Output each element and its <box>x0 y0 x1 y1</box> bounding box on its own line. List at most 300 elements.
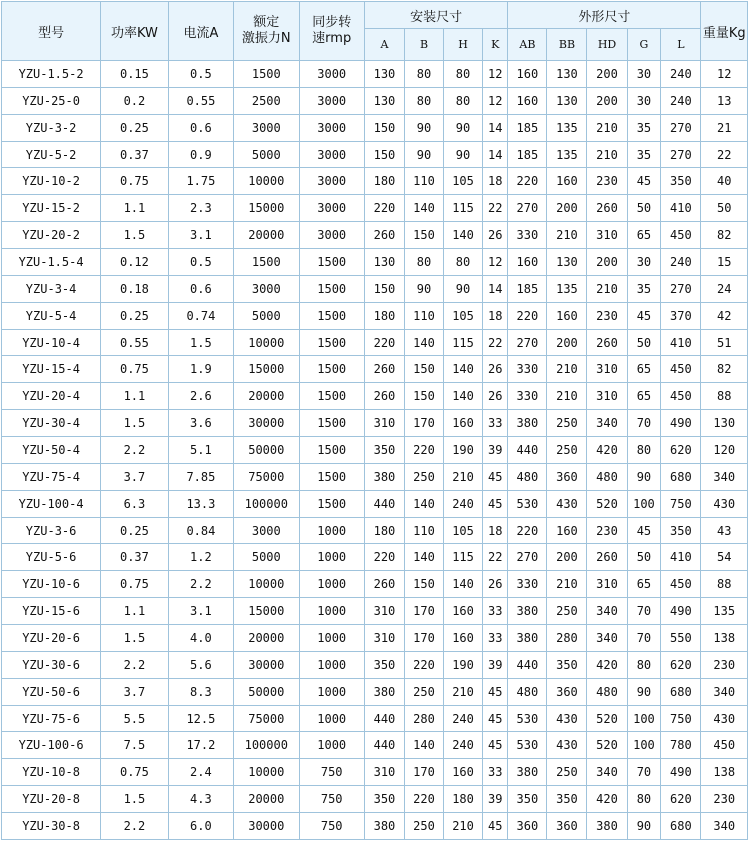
model-cell: YZU-10-2 <box>2 168 101 195</box>
value-cell: 130 <box>701 410 748 437</box>
value-cell: 5000 <box>234 141 299 168</box>
value-cell: 310 <box>364 410 404 437</box>
value-cell: 3.1 <box>168 222 233 249</box>
value-cell: 90 <box>627 463 661 490</box>
value-cell: 115 <box>444 195 483 222</box>
value-cell: 410 <box>661 195 701 222</box>
value-cell: 440 <box>364 732 404 759</box>
value-cell: 15000 <box>234 356 299 383</box>
value-cell: 1000 <box>299 651 364 678</box>
value-cell: 480 <box>508 463 547 490</box>
value-cell: 100000 <box>234 732 299 759</box>
value-cell: 310 <box>587 356 627 383</box>
value-cell: 26 <box>483 383 508 410</box>
value-cell: 3000 <box>234 275 299 302</box>
value-cell: 350 <box>508 786 547 813</box>
value-cell: 1.75 <box>168 168 233 195</box>
value-cell: 10000 <box>234 168 299 195</box>
value-cell: 750 <box>661 490 701 517</box>
value-cell: 45 <box>483 490 508 517</box>
value-cell: 3000 <box>299 87 364 114</box>
value-cell: 260 <box>364 383 404 410</box>
value-cell: 13 <box>701 87 748 114</box>
model-cell: YZU-15-2 <box>2 195 101 222</box>
value-cell: 1000 <box>299 705 364 732</box>
value-cell: 200 <box>587 61 627 88</box>
value-cell: 50000 <box>234 437 299 464</box>
value-cell: 350 <box>661 517 701 544</box>
value-cell: 22 <box>483 544 508 571</box>
value-cell: 1500 <box>299 329 364 356</box>
header-outline-g: G <box>627 29 661 61</box>
model-cell: YZU-1.5-4 <box>2 249 101 276</box>
value-cell: 140 <box>444 571 483 598</box>
value-cell: 200 <box>587 249 627 276</box>
value-cell: 7.85 <box>168 463 233 490</box>
value-cell: 230 <box>587 302 627 329</box>
value-cell: 45 <box>483 678 508 705</box>
value-cell: 2.2 <box>101 437 169 464</box>
table-row <box>2 490 748 517</box>
value-cell: 70 <box>627 625 661 652</box>
value-cell: 90 <box>444 114 483 141</box>
table-row <box>2 517 748 544</box>
value-cell: 270 <box>661 141 701 168</box>
header-weight: 重量Kg <box>701 2 748 61</box>
value-cell: 450 <box>661 571 701 598</box>
value-cell: 170 <box>404 598 443 625</box>
value-cell: 310 <box>587 383 627 410</box>
value-cell: 240 <box>444 705 483 732</box>
value-cell: 200 <box>587 87 627 114</box>
value-cell: 80 <box>404 61 443 88</box>
value-cell: 5000 <box>234 302 299 329</box>
value-cell: 350 <box>661 168 701 195</box>
value-cell: 24 <box>701 275 748 302</box>
value-cell: 10000 <box>234 571 299 598</box>
value-cell: 340 <box>587 759 627 786</box>
value-cell: 17.2 <box>168 732 233 759</box>
value-cell: 5.1 <box>168 437 233 464</box>
value-cell: 340 <box>587 598 627 625</box>
value-cell: 0.75 <box>101 168 169 195</box>
value-cell: 1.2 <box>168 544 233 571</box>
value-cell: 0.18 <box>101 275 169 302</box>
value-cell: 0.84 <box>168 517 233 544</box>
value-cell: 140 <box>444 383 483 410</box>
value-cell: 1000 <box>299 517 364 544</box>
value-cell: 80 <box>627 786 661 813</box>
value-cell: 6.3 <box>101 490 169 517</box>
value-cell: 750 <box>299 813 364 840</box>
value-cell: 140 <box>404 490 443 517</box>
value-cell: 80 <box>404 249 443 276</box>
value-cell: 140 <box>404 732 443 759</box>
value-cell: 8.3 <box>168 678 233 705</box>
value-cell: 10000 <box>234 329 299 356</box>
value-cell: 220 <box>404 437 443 464</box>
value-cell: 340 <box>701 463 748 490</box>
value-cell: 2.2 <box>101 813 169 840</box>
value-cell: 680 <box>661 463 701 490</box>
value-cell: 4.3 <box>168 786 233 813</box>
value-cell: 130 <box>547 87 587 114</box>
value-cell: 410 <box>661 544 701 571</box>
value-cell: 1500 <box>299 275 364 302</box>
model-cell: YZU-25-0 <box>2 87 101 114</box>
value-cell: 280 <box>547 625 587 652</box>
value-cell: 0.55 <box>168 87 233 114</box>
value-cell: 450 <box>661 383 701 410</box>
value-cell: 240 <box>444 490 483 517</box>
value-cell: 150 <box>404 356 443 383</box>
value-cell: 12 <box>483 249 508 276</box>
value-cell: 0.25 <box>101 302 169 329</box>
table-row <box>2 302 748 329</box>
value-cell: 200 <box>547 544 587 571</box>
value-cell: 620 <box>661 786 701 813</box>
value-cell: 1000 <box>299 544 364 571</box>
value-cell: 440 <box>508 651 547 678</box>
value-cell: 0.6 <box>168 114 233 141</box>
value-cell: 43 <box>701 517 748 544</box>
value-cell: 160 <box>547 517 587 544</box>
value-cell: 420 <box>587 786 627 813</box>
model-cell: YZU-10-8 <box>2 759 101 786</box>
table-row <box>2 625 748 652</box>
value-cell: 160 <box>508 87 547 114</box>
value-cell: 750 <box>299 786 364 813</box>
value-cell: 75000 <box>234 463 299 490</box>
value-cell: 2.6 <box>168 383 233 410</box>
table-body <box>2 61 748 840</box>
value-cell: 190 <box>444 437 483 464</box>
value-cell: 190 <box>444 651 483 678</box>
value-cell: 620 <box>661 437 701 464</box>
value-cell: 1000 <box>299 625 364 652</box>
value-cell: 33 <box>483 759 508 786</box>
model-cell: YZU-30-6 <box>2 651 101 678</box>
model-cell: YZU-5-4 <box>2 302 101 329</box>
value-cell: 180 <box>444 786 483 813</box>
value-cell: 260 <box>364 222 404 249</box>
value-cell: 51 <box>701 329 748 356</box>
value-cell: 2.4 <box>168 759 233 786</box>
value-cell: 82 <box>701 356 748 383</box>
value-cell: 2500 <box>234 87 299 114</box>
value-cell: 450 <box>661 222 701 249</box>
value-cell: 105 <box>444 517 483 544</box>
value-cell: 0.2 <box>101 87 169 114</box>
value-cell: 1000 <box>299 732 364 759</box>
value-cell: 210 <box>547 356 587 383</box>
value-cell: 6.0 <box>168 813 233 840</box>
table-row <box>2 651 748 678</box>
header-outline-group: 外形尺寸 <box>508 2 701 29</box>
value-cell: 360 <box>547 813 587 840</box>
value-cell: 130 <box>364 87 404 114</box>
value-cell: 0.75 <box>101 759 169 786</box>
value-cell: 45 <box>627 302 661 329</box>
value-cell: 115 <box>444 329 483 356</box>
value-cell: 200 <box>547 329 587 356</box>
value-cell: 340 <box>701 813 748 840</box>
table-row <box>2 195 748 222</box>
value-cell: 45 <box>627 168 661 195</box>
value-cell: 220 <box>404 786 443 813</box>
value-cell: 220 <box>364 195 404 222</box>
value-cell: 140 <box>404 329 443 356</box>
value-cell: 480 <box>587 678 627 705</box>
header-outline-hd: HD <box>587 29 627 61</box>
value-cell: 200 <box>547 195 587 222</box>
value-cell: 2.3 <box>168 195 233 222</box>
model-cell: YZU-3-4 <box>2 275 101 302</box>
value-cell: 260 <box>364 356 404 383</box>
table-row <box>2 598 748 625</box>
value-cell: 12 <box>483 61 508 88</box>
value-cell: 380 <box>508 625 547 652</box>
value-cell: 20000 <box>234 625 299 652</box>
value-cell: 350 <box>364 651 404 678</box>
value-cell: 185 <box>508 141 547 168</box>
value-cell: 90 <box>404 275 443 302</box>
value-cell: 5000 <box>234 544 299 571</box>
header-speed <box>299 2 364 61</box>
model-cell: YZU-3-2 <box>2 114 101 141</box>
value-cell: 170 <box>404 410 443 437</box>
value-cell: 160 <box>444 759 483 786</box>
value-cell: 1000 <box>299 678 364 705</box>
value-cell: 120 <box>701 437 748 464</box>
value-cell: 39 <box>483 786 508 813</box>
model-cell: YZU-100-4 <box>2 490 101 517</box>
value-cell: 35 <box>627 275 661 302</box>
value-cell: 170 <box>404 625 443 652</box>
value-cell: 39 <box>483 651 508 678</box>
value-cell: 270 <box>661 275 701 302</box>
value-cell: 110 <box>404 302 443 329</box>
value-cell: 54 <box>701 544 748 571</box>
value-cell: 480 <box>587 463 627 490</box>
value-cell: 430 <box>547 732 587 759</box>
value-cell: 240 <box>661 249 701 276</box>
value-cell: 780 <box>661 732 701 759</box>
value-cell: 550 <box>661 625 701 652</box>
model-cell: YZU-15-4 <box>2 356 101 383</box>
value-cell: 14 <box>483 141 508 168</box>
table-row <box>2 329 748 356</box>
value-cell: 50 <box>627 329 661 356</box>
value-cell: 1.9 <box>168 356 233 383</box>
value-cell: 250 <box>547 437 587 464</box>
model-cell: YZU-10-6 <box>2 571 101 598</box>
value-cell: 150 <box>404 571 443 598</box>
value-cell: 138 <box>701 625 748 652</box>
table-row <box>2 544 748 571</box>
value-cell: 340 <box>587 625 627 652</box>
value-cell: 160 <box>444 410 483 437</box>
value-cell: 1500 <box>299 356 364 383</box>
value-cell: 620 <box>661 651 701 678</box>
value-cell: 185 <box>508 275 547 302</box>
value-cell: 380 <box>364 678 404 705</box>
value-cell: 90 <box>404 114 443 141</box>
value-cell: 135 <box>547 275 587 302</box>
header-force <box>234 2 299 61</box>
model-cell: YZU-50-6 <box>2 678 101 705</box>
value-cell: 3000 <box>299 61 364 88</box>
value-cell: 340 <box>587 410 627 437</box>
value-cell: 65 <box>627 571 661 598</box>
value-cell: 210 <box>444 463 483 490</box>
value-cell: 15000 <box>234 195 299 222</box>
value-cell: 30 <box>627 61 661 88</box>
value-cell: 220 <box>364 329 404 356</box>
value-cell: 490 <box>661 759 701 786</box>
table-row <box>2 759 748 786</box>
table-row <box>2 356 748 383</box>
header-force-line2: 激振力N <box>241 31 291 46</box>
value-cell: 3.7 <box>101 678 169 705</box>
value-cell: 360 <box>547 678 587 705</box>
value-cell: 380 <box>508 410 547 437</box>
table-row <box>2 141 748 168</box>
value-cell: 430 <box>547 705 587 732</box>
value-cell: 1500 <box>299 410 364 437</box>
value-cell: 135 <box>547 114 587 141</box>
value-cell: 160 <box>508 61 547 88</box>
value-cell: 30000 <box>234 813 299 840</box>
table-row <box>2 222 748 249</box>
value-cell: 0.12 <box>101 249 169 276</box>
header-install-k: K <box>483 29 508 61</box>
value-cell: 5.5 <box>101 705 169 732</box>
value-cell: 430 <box>547 490 587 517</box>
value-cell: 1500 <box>234 249 299 276</box>
value-cell: 520 <box>587 705 627 732</box>
value-cell: 110 <box>404 168 443 195</box>
value-cell: 80 <box>444 87 483 114</box>
value-cell: 310 <box>364 625 404 652</box>
value-cell: 330 <box>508 571 547 598</box>
value-cell: 138 <box>701 759 748 786</box>
value-cell: 1.1 <box>101 195 169 222</box>
value-cell: 250 <box>404 813 443 840</box>
value-cell: 420 <box>587 651 627 678</box>
value-cell: 680 <box>661 813 701 840</box>
header-speed-line1: 同步转 <box>312 15 352 30</box>
value-cell: 20000 <box>234 383 299 410</box>
value-cell: 750 <box>299 759 364 786</box>
value-cell: 65 <box>627 356 661 383</box>
value-cell: 530 <box>508 705 547 732</box>
value-cell: 115 <box>444 544 483 571</box>
model-cell: YZU-30-8 <box>2 813 101 840</box>
value-cell: 130 <box>364 61 404 88</box>
value-cell: 1500 <box>299 463 364 490</box>
value-cell: 88 <box>701 571 748 598</box>
value-cell: 140 <box>444 356 483 383</box>
model-cell: YZU-100-6 <box>2 732 101 759</box>
value-cell: 280 <box>404 705 443 732</box>
value-cell: 3000 <box>234 517 299 544</box>
value-cell: 210 <box>587 275 627 302</box>
value-cell: 22 <box>483 329 508 356</box>
value-cell: 1000 <box>299 598 364 625</box>
value-cell: 18 <box>483 517 508 544</box>
value-cell: 240 <box>661 61 701 88</box>
value-cell: 220 <box>508 168 547 195</box>
value-cell: 250 <box>404 678 443 705</box>
header-model: 型号 <box>2 2 101 61</box>
value-cell: 160 <box>508 249 547 276</box>
header-power: 功率KW <box>101 2 169 61</box>
value-cell: 250 <box>547 598 587 625</box>
value-cell: 250 <box>547 410 587 437</box>
value-cell: 22 <box>701 141 748 168</box>
value-cell: 350 <box>547 651 587 678</box>
value-cell: 80 <box>627 437 661 464</box>
value-cell: 380 <box>508 598 547 625</box>
value-cell: 380 <box>364 813 404 840</box>
model-cell: YZU-75-4 <box>2 463 101 490</box>
value-cell: 70 <box>627 410 661 437</box>
value-cell: 1500 <box>299 249 364 276</box>
value-cell: 260 <box>587 544 627 571</box>
value-cell: 420 <box>587 437 627 464</box>
value-cell: 90 <box>404 141 443 168</box>
table-row <box>2 168 748 195</box>
header-force-line1: 额定 <box>253 15 280 30</box>
value-cell: 340 <box>701 678 748 705</box>
header-install-h: H <box>444 29 483 61</box>
value-cell: 33 <box>483 625 508 652</box>
value-cell: 22 <box>483 195 508 222</box>
value-cell: 160 <box>444 625 483 652</box>
value-cell: 50 <box>627 544 661 571</box>
value-cell: 33 <box>483 410 508 437</box>
model-cell: YZU-20-8 <box>2 786 101 813</box>
value-cell: 1.5 <box>168 329 233 356</box>
value-cell: 330 <box>508 222 547 249</box>
value-cell: 240 <box>444 732 483 759</box>
value-cell: 21 <box>701 114 748 141</box>
value-cell: 100 <box>627 705 661 732</box>
value-cell: 7.5 <box>101 732 169 759</box>
value-cell: 310 <box>587 222 627 249</box>
value-cell: 210 <box>587 114 627 141</box>
value-cell: 0.75 <box>101 571 169 598</box>
value-cell: 30000 <box>234 651 299 678</box>
value-cell: 330 <box>508 383 547 410</box>
value-cell: 3000 <box>299 114 364 141</box>
value-cell: 430 <box>701 705 748 732</box>
value-cell: 14 <box>483 275 508 302</box>
value-cell: 160 <box>444 598 483 625</box>
value-cell: 370 <box>661 302 701 329</box>
value-cell: 3000 <box>299 168 364 195</box>
value-cell: 1.5 <box>101 625 169 652</box>
value-cell: 250 <box>404 463 443 490</box>
value-cell: 450 <box>661 356 701 383</box>
value-cell: 220 <box>404 651 443 678</box>
value-cell: 50000 <box>234 678 299 705</box>
value-cell: 130 <box>547 61 587 88</box>
value-cell: 90 <box>627 678 661 705</box>
value-cell: 210 <box>444 813 483 840</box>
value-cell: 2.2 <box>101 651 169 678</box>
